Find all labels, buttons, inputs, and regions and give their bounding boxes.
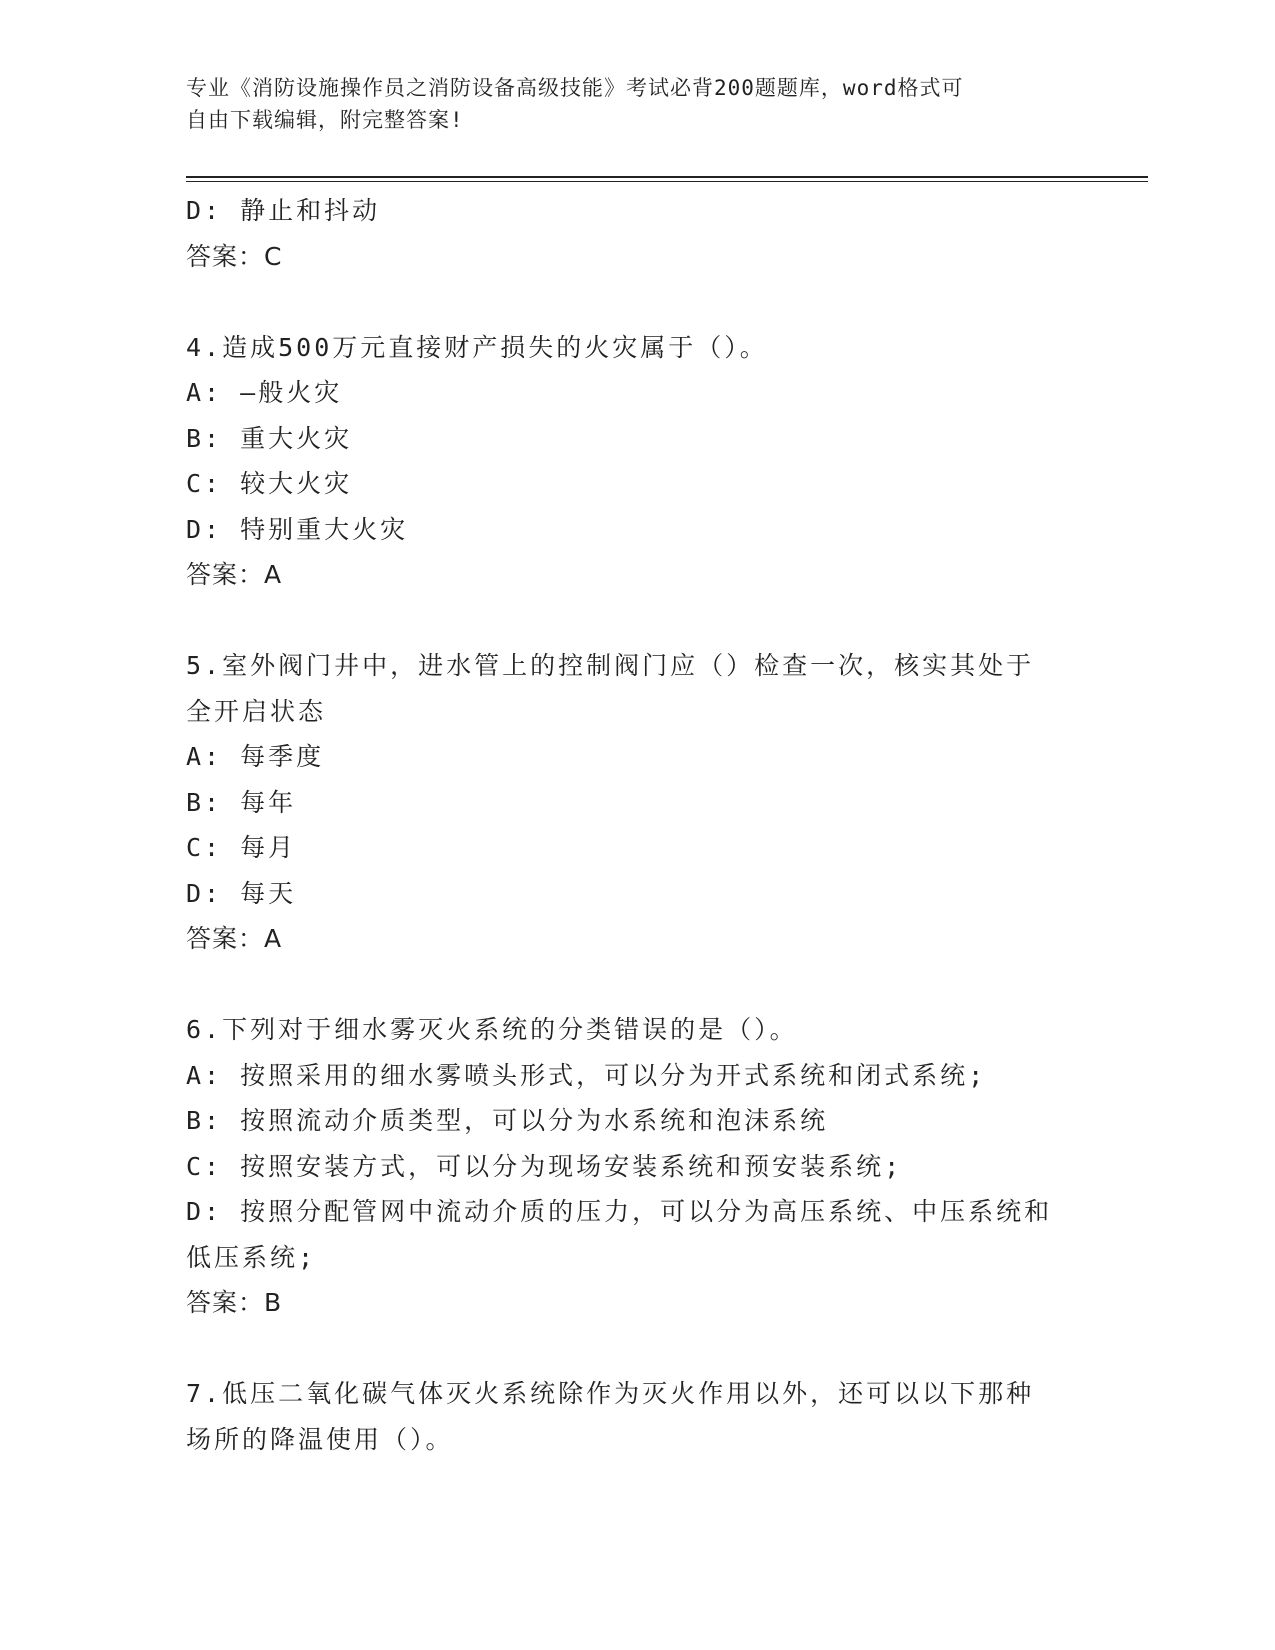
option-c: C: 按照安装方式，可以分为现场安装系统和预安装系统; (186, 1151, 903, 1181)
option-b: B: 每年 (186, 787, 297, 817)
header-line-1: 专业《消防设施操作员之消防设备高级技能》考试必背200题题库，word格式可 (186, 76, 964, 100)
option-b: B: 重大火灾 (186, 423, 353, 453)
document-header (186, 72, 1066, 136)
option-d: D: 特别重大火灾 (186, 514, 409, 544)
option-a: A: —般火灾 (186, 378, 343, 407)
option-b: B: 按照流动介质类型，可以分为水系统和泡沫系统 (186, 1106, 829, 1135)
question-stem: 5.室外阀门井中，进水管上的控制阀门应（）检查一次，核实其处于 (186, 651, 1035, 680)
question-stem-cont: 场所的降温使用（）。 (186, 1424, 454, 1454)
header-line-2: 自由下载编辑，附完整答案! (186, 108, 464, 132)
question-4 (186, 325, 1086, 598)
option-a: A: 每季度 (186, 742, 325, 771)
question-7 (186, 1371, 1086, 1462)
header-rule-thin (186, 181, 1148, 182)
option-c: C: 每月 (186, 833, 297, 862)
question-list (186, 188, 1086, 1462)
question-6 (186, 1007, 1086, 1326)
question-stem: 6.下列对于细水雾灭火系统的分类错误的是（）。 (186, 1015, 798, 1044)
answer: 答案：B (186, 1288, 283, 1317)
answer: 答案：A (186, 924, 283, 953)
header-rule-thick (186, 176, 1148, 178)
question-stem-cont: 全开启状态 (186, 696, 327, 726)
option-d-cont: 低压系统; (186, 1242, 317, 1272)
question-stem: 7.低压二氧化碳气体灭火系统除作为灭火作用以外，还可以以下那种 (186, 1379, 1035, 1408)
option-d: D: 按照分配管网中流动介质的压力，可以分为高压系统、中压系统和 (186, 1197, 1053, 1226)
option-a: A: 按照采用的细水雾喷头形式，可以分为开式系统和闭式系统; (186, 1060, 987, 1090)
question-stem: 4.造成500万元直接财产损失的火灾属于（）。 (186, 332, 768, 362)
answer: 答案：C (186, 241, 283, 271)
prev-question-tail (186, 188, 1086, 279)
option-d: D: 静止和抖动 (186, 196, 381, 225)
question-5 (186, 643, 1086, 962)
option-c: C: 较大火灾 (186, 469, 353, 498)
answer: 答案：A (186, 560, 283, 589)
option-d: D: 每天 (186, 878, 297, 908)
